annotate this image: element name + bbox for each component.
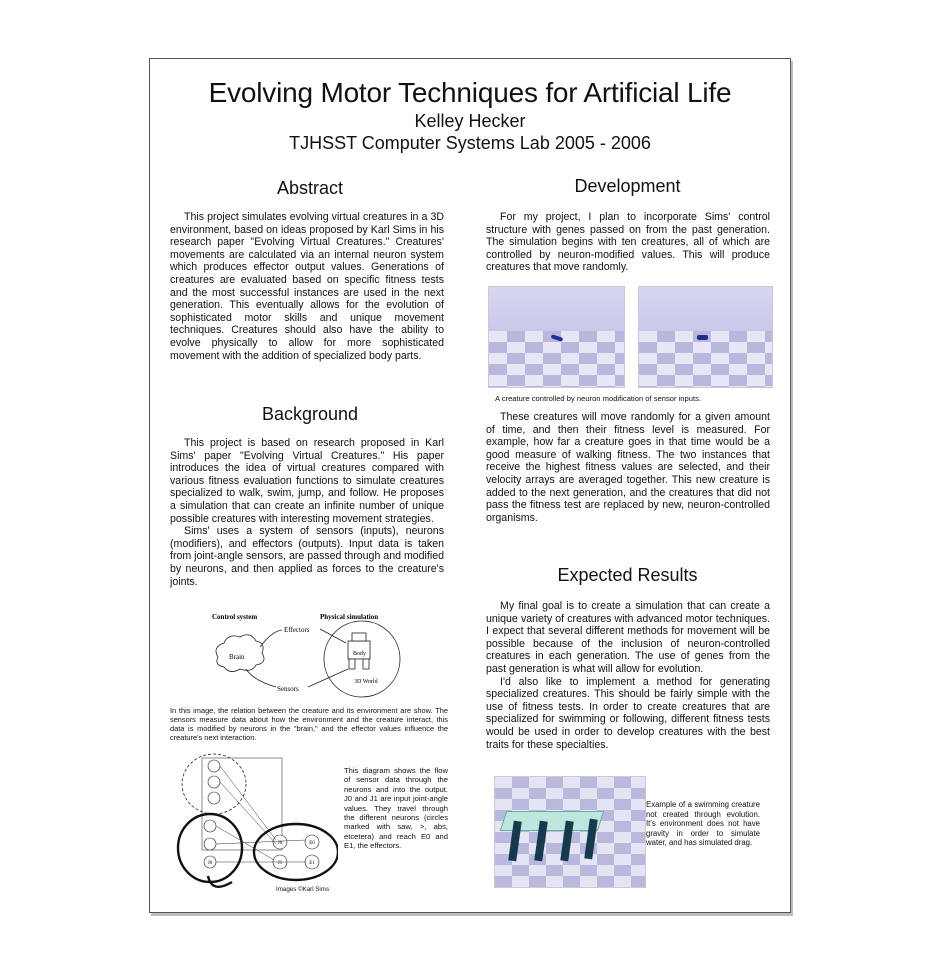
diagram-caption: In this image, the relation between the creature and its environment are show. The sensors measure data about how the environment and the creature interact, this data is modified by neurons in the "brain," and the effector values influence the creature's next interaction. [170, 706, 448, 742]
arrow-sensors-brain [246, 669, 276, 687]
node-1 [208, 760, 220, 772]
node-label-j0r: J0 [277, 841, 283, 846]
poster-title: Evolving Motor Techniques for Artificial Life [208, 77, 732, 108]
swimming-caption: Example of a swimming creature not created through evolution. It's environment does not have gravity in order to simulate water, and has simulated drag. [646, 800, 760, 848]
background-text [170, 437, 444, 588]
node-5 [204, 838, 216, 850]
control-system-label: Control system [212, 613, 258, 621]
swimming-creature-image [494, 776, 646, 888]
robot-leg-left [349, 659, 355, 669]
arrow-body-sensors [308, 669, 348, 687]
development-text-1 [486, 211, 770, 274]
node-label-j0: J0 [207, 861, 213, 866]
poster-author: Kelley Hecker [414, 111, 526, 131]
robot-leg-right [363, 659, 369, 669]
control-system-diagram [202, 609, 432, 699]
network-connections [216, 766, 306, 862]
images-credit: Images ©Karl Sims [276, 886, 330, 893]
brain-label: Brain [229, 653, 245, 661]
node-4 [204, 820, 216, 832]
background-paragraph-1: This project is based on research proposed in Karl Sims' paper "Evolving Virtual Creatures." His paper introduces the idea of virtual creatures compared with various fitness evaluation functions to simulate creatures specialized to walk, swim, jump, and follow. He proposes a simulation that can create an infinite number of unique possible creatures with interesting movement strategies. [170, 437, 444, 525]
creature-figure [697, 335, 708, 340]
background-paragraph-2: Sims' uses a system of sensors (inputs), neurons (modifiers), and effectors (outputs). Input data is taken from joint-angle sensors, are passed through and modified by neurons, and then applied as forces to the creature's joints. [170, 525, 444, 588]
world-label: 3D World [354, 679, 378, 685]
expected-results-text [486, 600, 770, 751]
development-paragraph-1: For my project, I plan to incorporate Sims' control structure with genes passed on from the past generation. The simulation begins with ten creatures, all of which are controlled by neuron-modified values. This will produce creatures that move randomly. [486, 211, 770, 274]
neural-network-diagram [172, 752, 338, 892]
node-3 [208, 792, 220, 804]
development-heading: Development [574, 176, 681, 196]
network-right-loop [254, 824, 338, 880]
simulation-image-2 [638, 286, 773, 388]
node-label-j1: J1 [277, 861, 283, 866]
simulation-image-1 [488, 286, 625, 388]
poster-lab: TJHSST Computer Systems Lab 2005 - 2006 [289, 133, 651, 153]
sensors-label: Sensors [277, 685, 299, 693]
effectors-label: Effectors [284, 626, 310, 634]
node-label-e0: E0 [309, 841, 315, 846]
abstract-heading: Abstract [276, 178, 344, 198]
body-label: Body [353, 651, 367, 657]
network-caption: This diagram shows the flow of sensor data through the neurons and into the output. J0 and J1 are input joint-angle values. They travel through the different neurons (circles marked with saw, >, abs, etcetera) and reach E0 and E1, the effectors. [344, 766, 448, 851]
arrow-brain-effectors [260, 630, 282, 647]
expected-paragraph-1: My final goal is to create a simulation that can create a unique variety of creatures with advanced motor techniques. I expect that several different methods for movement will be possible because of the inclusion of neuron-controlled creatures in each generation. The use of genes from the past generation is what will allow for evolution. [486, 600, 770, 675]
arrow-effectors-body [320, 629, 346, 643]
node-2 [208, 776, 220, 788]
creature-figure [551, 334, 564, 342]
abstract-paragraph: This project simulates evolving virtual creatures in a 3D environment, based on ideas proposed by Karl Sims in his research paper "Evolving Virtual Creatures." Creatures' movements are calculated via an internal neuron system which produces effector output values. Generations of creatures are evaluated based on specific fitness tests and the most successful instances are used in the next generation. This eventually allows for the evolution of sophisticated motor skills and unique movement techniques. Creatures should also have the ability to evolve physically to allow for more sophisticated movement with the addition of specialized body parts. [170, 211, 444, 362]
expected-results-heading: Expected Results [557, 565, 698, 585]
expected-paragraph-2: I'd also like to implement a method for generating specialized creatures. This should be fairly simple with the use of fitness tests. In order to create creatures that are specialized for swimming or following, different fitness tests would be used in order to develop creatures with the best traits for these specialties. [486, 675, 770, 751]
development-text-2 [486, 411, 770, 524]
robot-head [352, 633, 366, 641]
background-heading: Background [261, 404, 359, 424]
development-paragraph-2: These creatures will move randomly for a given amount of time, and then their fitness level is measured. For example, how far a creature goes in that time would be a good measure of walking fitness. The two instances that receive the highest fitness values are selected, and their velocity arrays are averaged together. This new creature is added to the next generation, and the creatures that did not pass the fitness test are replaced by new, neuron-controlled organisms. [486, 411, 770, 524]
poster-page [149, 58, 791, 913]
abstract-text [170, 211, 444, 362]
simulation-caption: A creature controlled by neuron modification of sensor inputs. [495, 394, 701, 403]
physical-simulation-label: Physical simulation [320, 613, 379, 621]
node-label-e1: E1 [309, 861, 315, 866]
